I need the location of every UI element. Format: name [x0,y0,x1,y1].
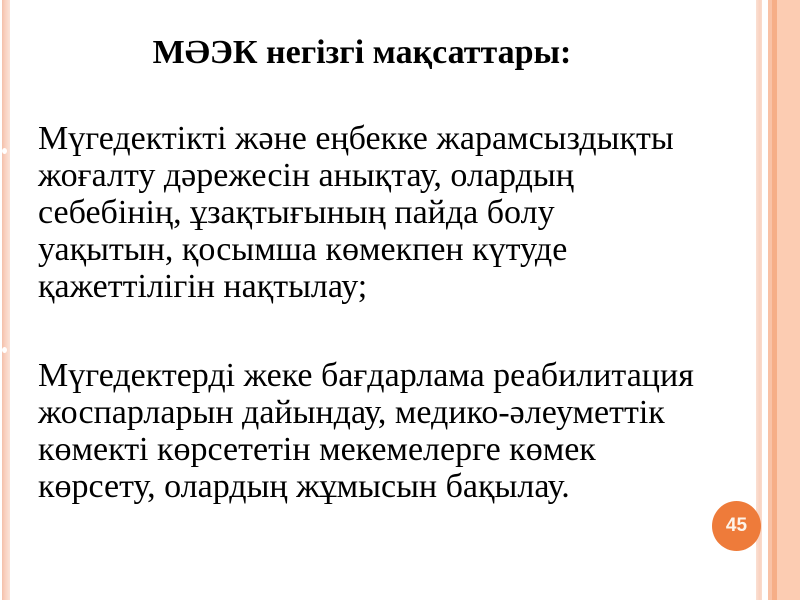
slide-title: МӘЭК негізгі мақсаттары: [152,34,572,71]
right-thin-stripe [756,0,762,600]
paragraph-1: Мүгедектікті және еңбекке жарамсыздықты жоғалту дәрежесін анықтау, олардың себебінің, ұзақтығының пайда болу уақытын, қосымша көмекпен күтуде қажеттілігін нақтылау; [38,120,674,305]
right-band-stripe [777,0,800,600]
bullet-marker [2,347,7,353]
slide-body [38,120,698,557]
left-edge-stripe [2,0,10,600]
paragraph-2: Мүгедектерді жеке бағдарлама реабилитация жоспарларын дайындау, медико-әлеуметтік көмекті көрсететін мекемелерге көмек көрсету, олардың жұмысын бақылау. [38,357,694,505]
bullet-marker [2,148,7,154]
page-number: 45 [725,515,748,536]
page-number-badge [712,501,761,551]
